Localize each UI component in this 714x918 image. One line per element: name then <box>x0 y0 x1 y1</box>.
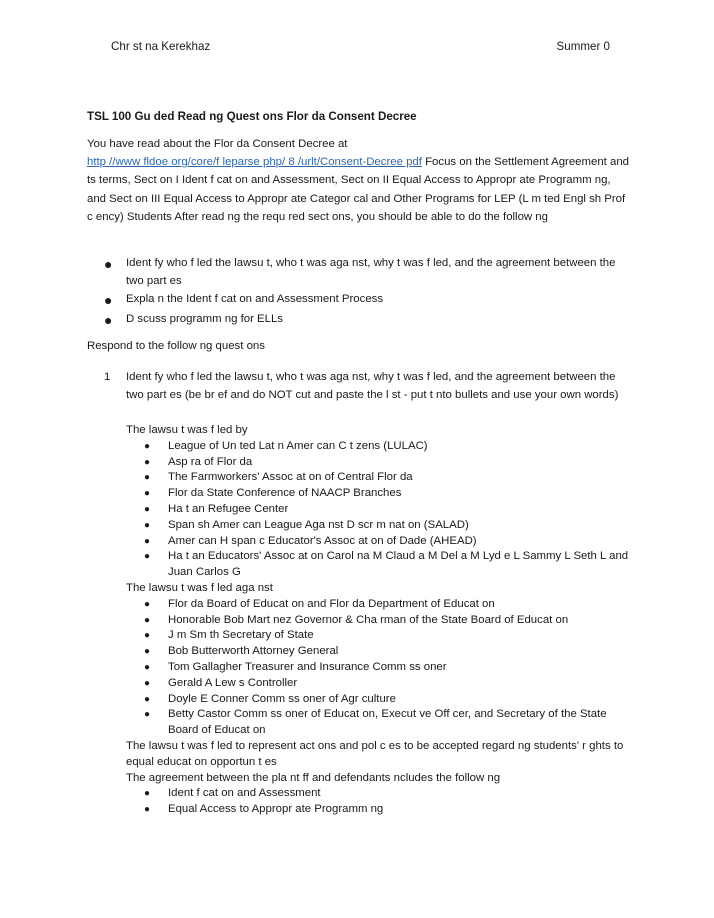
list-item: ● Asp ra of Flor da <box>144 455 253 468</box>
list-item: ● Flor da State Conference of NAACP Branches <box>144 487 402 500</box>
bullet-icon: ● <box>104 256 113 272</box>
list-item: ● J m Sm th Secretary of State <box>144 629 314 642</box>
intro-paragraph <box>87 135 632 226</box>
bullet-icon: ● <box>104 312 113 328</box>
bullet-icon: ● <box>144 693 151 705</box>
list-item: ● Gerald A Lew s Controller <box>144 676 298 689</box>
intro-text: You have read about the Flor da Consent Decree at <box>87 138 348 150</box>
list-item: ● Ident fy who f led the lawsu t, who t was aga nst, why t was f led, and the agreement between the two part es <box>104 256 616 287</box>
filed-by-label: The lawsu t was f led by <box>126 424 248 436</box>
bullet-icon: ● <box>144 535 151 547</box>
bullet-icon: ● <box>104 292 113 308</box>
objectives-list <box>104 254 632 330</box>
bullet-icon: ● <box>144 440 151 452</box>
bullet-icon: ● <box>144 519 151 531</box>
bullet-icon: ● <box>144 456 151 468</box>
list-item: ● Equal Access to Appropr ate Programm ng <box>144 803 384 816</box>
list-item: ● Honorable Bob Mart nez Governor & Cha rman of the State Board of Educat on <box>144 613 569 626</box>
respond-instruction: Respond to the follow ng quest ons <box>87 340 265 352</box>
agreement-label: The agreement between the pla nt ff and defendants ncludes the follow ng <box>126 771 501 784</box>
bullet-icon: ● <box>144 804 151 816</box>
list-item: ● D scuss programm ng for ELLs <box>104 312 283 328</box>
filed-by-list <box>126 439 632 581</box>
list-item: ● Expla n the Ident f cat on and Assessment Process <box>104 292 384 308</box>
bullet-icon: ● <box>144 551 151 563</box>
list-item: ● Betty Castor Comm ss oner of Educat on, Execut ve Off cer, and Secretary of the State Board of Educat on <box>144 708 607 737</box>
filed-against-label: The lawsu t was f led aga nst <box>126 581 273 594</box>
bullet-icon: ● <box>144 503 151 515</box>
bullet-icon: ● <box>144 661 151 673</box>
bullet-icon: ● <box>144 598 151 610</box>
bullet-icon: ● <box>144 488 151 500</box>
bullet-icon: ● <box>144 630 151 642</box>
list-item: ● League of Un ted Lat n Amer can C t zens (LULAC) <box>144 439 428 452</box>
question-number: 1 <box>104 371 111 383</box>
list-item: ● Tom Gallagher Treasurer and Insurance Comm ss oner <box>144 660 447 673</box>
bullet-icon: ● <box>144 709 151 721</box>
consent-decree-link[interactable]: http //www fldoe org/core/f leparse php/ 8 /urlt/Consent-Decree pdf <box>87 156 422 169</box>
filed-against-list <box>126 597 632 739</box>
list-item: ● Ha t an Educators' Assoc at on Carol na M Claud a M Del a M Lyd e L Sammy L Seth L and Juan Carlos G <box>144 550 629 579</box>
bullet-icon: ● <box>144 677 151 689</box>
list-item: ● Doyle E Conner Comm ss oner of Agr culture <box>144 692 396 705</box>
document-title: TSL 100 Gu ded Read ng Quest ons Flor da Consent Decree <box>87 110 417 123</box>
list-item: ● Ha t an Refugee Center <box>144 502 289 515</box>
list-item: ● Ident f cat on and Assessment <box>144 787 321 800</box>
bullet-icon: ● <box>144 472 151 484</box>
list-item: ● Amer can H span c Educator's Assoc at on of Dade (AHEAD) <box>144 534 477 547</box>
list-item: ● Bob Butterworth Attorney General <box>144 645 339 658</box>
author-name: Chr st na Kerekhaz <box>111 40 211 53</box>
answer-block <box>126 423 632 818</box>
bullet-icon: ● <box>144 788 151 800</box>
lawsuit-reason: The lawsu t was f led to represent act ons and pol c es to be accepted regard ng students' r ghts to equal educat on opportun t es <box>126 739 624 768</box>
page-header <box>111 40 610 53</box>
list-item: ● Span sh Amer can League Aga nst D scr m nat on (SALAD) <box>144 518 469 531</box>
bullet-icon: ● <box>144 646 151 658</box>
question-1 <box>104 368 632 404</box>
term-label: Summer 0 <box>556 40 610 53</box>
intro-text-continued: Focus on the Settlement Agreement and ts terms, Sect on I Ident f cat on and Assessment, Sect on II Equal Access to Appropr ate Programm ng, and Sect on III Equal Access to Appropr ate Categor cal and Other Programs for LEP (L m ted Engl sh Prof c ency) Students After read ng the requ red sect ons, you should be able to do the follow ng <box>87 156 629 223</box>
list-item: ● Flor da Board of Educat on and Flor da Department of Educat on <box>144 597 495 610</box>
agreement-list <box>126 786 632 818</box>
bullet-icon: ● <box>144 614 151 626</box>
question-text: Ident fy who f led the lawsu t, who t was aga nst, why t was f led, and the agreement between the two part es (be br ef and do NOT cut and paste the l st - put t nto bullets and use your own words) <box>126 371 619 401</box>
list-item: ● The Farmworkers' Assoc at on of Central Flor da <box>144 471 413 484</box>
